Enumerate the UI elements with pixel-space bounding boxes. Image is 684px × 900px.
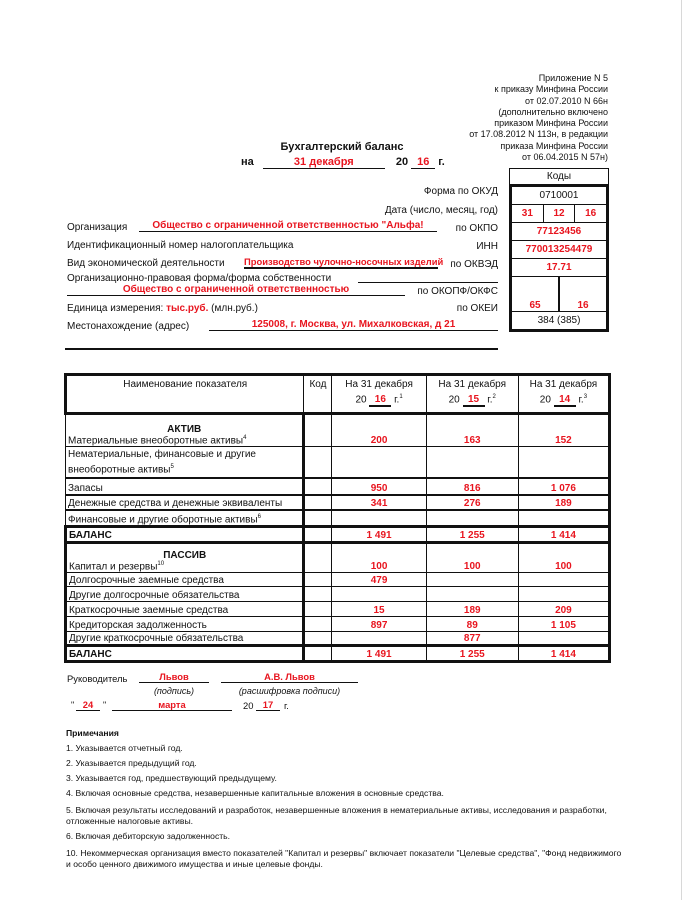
sign-month-field[interactable]: марта — [112, 699, 232, 711]
value-y2[interactable]: 89 — [426, 617, 518, 632]
sign-day-field[interactable]: 24 — [76, 699, 100, 711]
value-y3[interactable]: 189 — [518, 495, 609, 510]
document-title: Бухгалтерский баланс — [280, 141, 404, 153]
activity-label: Вид экономической деятельности — [67, 258, 225, 269]
appendix-line: приказом Минфина России — [494, 118, 608, 129]
row-code[interactable] — [304, 617, 332, 632]
row-code[interactable] — [304, 543, 332, 573]
date-year[interactable]: 16 — [574, 205, 606, 222]
okved-code[interactable] — [512, 259, 606, 277]
value-y2[interactable]: 276 — [426, 495, 518, 510]
unit-alt: (млн.руб.) — [211, 303, 258, 314]
okpo-value: 77123456 — [536, 226, 582, 237]
inn-label: Идентификационный номер налогоплательщика — [67, 240, 294, 251]
row-name — [66, 495, 304, 510]
col-header-text: На 31 декабря — [529, 379, 598, 390]
okei-label: по ОКЕИ — [456, 303, 498, 314]
footnote-ref: 2 — [492, 394, 496, 400]
inn-code-label: ИНН — [476, 241, 498, 252]
notes-section — [66, 728, 626, 874]
row-name — [66, 478, 304, 495]
signature-name-field[interactable]: А.В. Львов — [221, 671, 358, 683]
org-name-field[interactable]: Общество с ограниченной ответственностью "Альфа! — [139, 220, 437, 232]
col-header-text: На 31 декабря — [438, 379, 507, 390]
col-year2[interactable]: 15 — [463, 394, 485, 407]
address-label: Местонахождение (адрес) — [67, 321, 190, 332]
row-name — [66, 587, 304, 602]
row-code[interactable] — [304, 573, 332, 587]
row-label: Другие долгосрочные обязательства — [69, 590, 240, 601]
row-code[interactable] — [304, 510, 332, 527]
col-year3[interactable]: 14 — [554, 394, 576, 407]
table-row — [66, 510, 610, 527]
col-year2-header — [426, 375, 518, 414]
appendix-line: от 02.07.2010 N 66н — [525, 95, 608, 106]
value-y1[interactable] — [332, 587, 426, 602]
legal-form-line — [358, 270, 498, 283]
row-code[interactable] — [304, 495, 332, 510]
table-row-total — [66, 527, 610, 543]
okfs-value[interactable]: 16 — [558, 277, 606, 312]
value-y3[interactable] — [518, 510, 609, 527]
table-row — [66, 573, 610, 587]
value-y3[interactable]: 1 076 — [518, 478, 609, 495]
head-label: Руководитель — [67, 673, 128, 684]
okved-value: 17.71 — [546, 262, 572, 273]
footnote-ref: 4 — [243, 434, 247, 441]
appendix-line: к приказу Минфина России — [494, 84, 608, 95]
table-row — [66, 447, 610, 478]
okpo-code[interactable] — [512, 223, 606, 241]
col-year-prefix: 20 — [448, 394, 460, 406]
row-label: Капитал и резервы — [69, 561, 158, 572]
row-name — [66, 632, 304, 646]
value-y3[interactable] — [518, 587, 609, 602]
row-name — [66, 527, 304, 543]
col-name-header: Наименование показателя — [66, 375, 304, 414]
signature-caption: (подпись) — [153, 686, 195, 696]
row-label: Запасы — [68, 482, 103, 494]
table-row — [66, 632, 610, 646]
date-code-label: Дата (число, месяц, год) — [384, 205, 498, 216]
table-row — [66, 478, 610, 495]
value-y2[interactable] — [426, 447, 518, 478]
sign-year-prefix: 20 — [243, 700, 254, 711]
row-code[interactable] — [304, 632, 332, 646]
year-prefix: 20 — [395, 156, 409, 168]
col-year3-header — [518, 375, 609, 414]
row-code[interactable] — [304, 527, 332, 543]
value-y3[interactable]: 209 — [518, 602, 609, 617]
notes-title: Примечания — [66, 728, 119, 738]
codes-box — [509, 168, 609, 332]
value-y1[interactable]: 341 — [332, 495, 426, 510]
row-code[interactable] — [304, 447, 332, 478]
table-row-total — [66, 646, 610, 662]
value-y1[interactable]: 950 — [332, 478, 426, 495]
col-year-suffix: г. — [578, 394, 584, 406]
year-suffix: г. — [438, 156, 445, 168]
value-y1[interactable] — [332, 510, 426, 527]
row-code[interactable] — [304, 602, 332, 617]
value-y1[interactable]: 897 — [332, 617, 426, 632]
value-y2[interactable] — [426, 510, 518, 527]
value-y1[interactable] — [332, 447, 426, 478]
legal-form-label: Организационно-правовая форма/форма собственности — [67, 273, 332, 284]
okopf-value[interactable]: 65 — [529, 300, 541, 311]
col-year-suffix: г. — [394, 394, 400, 406]
value-y2[interactable]: 877 — [426, 632, 518, 646]
okpo-label: по ОКПО — [455, 223, 498, 234]
value-y3[interactable]: 100 — [518, 543, 609, 573]
value-y1[interactable]: 479 — [332, 573, 426, 587]
activity-field[interactable]: Производство чулочно-носочных изделий — [244, 256, 444, 267]
signature-field[interactable]: Львов — [139, 671, 209, 683]
sign-year-field[interactable]: 17 — [256, 699, 280, 711]
row-label: Нематериальные, финансовые и другие внеоборотные активы — [68, 449, 256, 476]
value-y2[interactable] — [426, 573, 518, 587]
value-y2[interactable] — [426, 587, 518, 602]
address-extra-line — [65, 336, 498, 350]
row-code[interactable] — [304, 478, 332, 495]
row-label: Долгосрочные заемные средства — [69, 575, 224, 586]
col-code-header: Код — [304, 375, 332, 414]
value-y3[interactable] — [518, 573, 609, 587]
footnote-ref: 1 — [399, 394, 403, 400]
value-y2[interactable]: 1 255 — [426, 527, 518, 543]
row-label: Материальные внеоборотные активы — [68, 435, 244, 446]
sign-year-suffix: г. — [284, 700, 289, 711]
row-name — [66, 617, 304, 632]
value-y1[interactable]: 1 491 — [332, 527, 426, 543]
row-code[interactable] — [304, 646, 332, 662]
report-date-line — [241, 156, 445, 169]
note-item: 10. Некоммерческая организация вместо показателей "Капитал и резервы" включает показатели "Целевые средства", "Фонд недвижимого и особо ценного движимого имущества и иные целевые фонды. — [66, 848, 622, 869]
org-label: Организация — [67, 222, 128, 233]
report-date-field[interactable]: 31 декабря — [263, 156, 385, 169]
col-year1[interactable]: 16 — [369, 394, 391, 407]
value-y3[interactable]: 152 — [518, 414, 609, 447]
section-title-assets: АКТИВ — [167, 423, 202, 435]
table-row — [66, 587, 610, 602]
inn-code[interactable] — [512, 241, 606, 259]
table-row — [66, 495, 610, 510]
value-y3[interactable]: 1 414 — [518, 527, 609, 543]
value-y1[interactable]: 15 — [332, 602, 426, 617]
assets-total-label: БАЛАНС — [69, 530, 112, 541]
col-year-prefix: 20 — [539, 394, 551, 406]
page-edge — [681, 0, 682, 900]
table-row — [66, 414, 610, 447]
col-year1-header — [332, 375, 426, 414]
appendix-line: от 06.04.2015 N 57н) — [522, 152, 608, 163]
balance-table — [64, 373, 611, 663]
row-name — [66, 510, 304, 527]
row-label: Финансовые и другие оборотные активы — [68, 514, 258, 525]
okud-value: 0710001 — [539, 190, 579, 201]
quote-open: " — [71, 700, 75, 710]
date-day[interactable]: 31 — [521, 208, 533, 219]
legal-form-field[interactable]: Общество с ограниченной ответственностью — [67, 284, 405, 296]
appendix-line: приказа Минфина России — [500, 140, 608, 151]
note-item: 5. Включая результаты исследований и разработок, незавершенные вложения в нематериальные активы, исследования и разработки, отложенные налоговые активы. — [66, 805, 607, 826]
footnote-ref: 3 — [583, 394, 588, 400]
row-code[interactable] — [304, 587, 332, 602]
row-label: Кредиторская задолженность — [69, 620, 207, 631]
okud-label: Форма по ОКУД — [423, 186, 498, 197]
col-year-suffix: г. — [487, 394, 493, 406]
date-code — [512, 205, 606, 223]
row-name — [66, 414, 304, 447]
row-name — [66, 543, 304, 573]
table-row — [66, 602, 610, 617]
okei-value: 384 (385) — [537, 315, 581, 326]
value-y2[interactable]: 100 — [426, 543, 518, 573]
col-header-text: На 31 декабря — [345, 379, 413, 390]
note-item: 1. Указывается отчетный год. — [66, 743, 183, 753]
inn-value: 770013254479 — [525, 244, 593, 255]
note-item: 2. Указывается предыдущий год. — [66, 758, 197, 768]
okopf-label: по ОКОПФ/ОКФС — [417, 286, 498, 297]
value-y2[interactable]: 1 255 — [426, 646, 518, 662]
row-code[interactable] — [304, 414, 332, 447]
footnote-ref: 6 — [257, 513, 261, 520]
codes-header: Коды — [509, 168, 609, 184]
row-name — [66, 646, 304, 662]
value-y3[interactable]: 1 105 — [518, 617, 609, 632]
footnote-ref: 10 — [157, 560, 165, 567]
value-y1[interactable]: 200 — [332, 414, 426, 447]
unit-label: Единица измерения: — [67, 303, 164, 314]
note-item: 4. Включая основные средства, незавершенные капитальные вложения в основные средства. — [66, 788, 444, 798]
date-prefix: на — [241, 156, 254, 168]
quote-close: " — [103, 700, 107, 710]
value-y3[interactable] — [518, 632, 609, 646]
date-month[interactable]: 12 — [543, 205, 575, 222]
okved-label: по ОКВЭД — [450, 259, 498, 270]
value-y3[interactable] — [518, 447, 609, 478]
footnote-ref: 5 — [170, 464, 174, 471]
col-year-prefix: 20 — [355, 394, 367, 406]
row-label: Краткосрочные заемные средства — [69, 605, 229, 616]
unit-row — [67, 303, 258, 314]
table-row — [66, 617, 610, 632]
value-y3[interactable]: 1 414 — [518, 646, 609, 662]
value-y2[interactable]: 163 — [426, 414, 518, 447]
name-caption: (расшифровка подписи) — [238, 686, 341, 696]
table-row — [66, 543, 610, 573]
value-y2[interactable]: 816 — [426, 478, 518, 495]
address-field[interactable]: 125008, г. Москва, ул. Михалковская, д 21 — [209, 319, 498, 331]
appendix-line: от 17.08.2012 N 113н, в редакции — [469, 129, 608, 140]
value-y1[interactable]: 1 491 — [332, 646, 426, 662]
unit-value: тыс.руб. — [166, 303, 209, 314]
okopf-okfs-code — [512, 277, 606, 312]
liabilities-total-label: БАЛАНС — [69, 649, 112, 660]
value-y1[interactable]: 100 — [332, 543, 426, 573]
row-name — [66, 573, 304, 587]
row-name — [66, 602, 304, 617]
value-y2[interactable]: 189 — [426, 602, 518, 617]
appendix-line: Приложение N 5 — [538, 73, 608, 83]
value-y1[interactable] — [332, 632, 426, 646]
okud-code — [512, 187, 606, 205]
note-item: 6. Включая дебиторскую задолженность. — [66, 831, 231, 841]
row-label: Другие краткосрочные обязательства — [69, 633, 244, 644]
section-title-liabilities: ПАССИВ — [163, 549, 207, 561]
row-label: Денежные средства и денежные эквиваленты — [68, 497, 283, 509]
okei-code — [512, 312, 606, 329]
appendix-line: (дополнительно включено — [498, 106, 608, 117]
report-year-field[interactable]: 16 — [411, 156, 435, 169]
row-name — [66, 447, 304, 478]
note-item: 3. Указывается год, предшествующий предыдущему. — [66, 773, 277, 783]
